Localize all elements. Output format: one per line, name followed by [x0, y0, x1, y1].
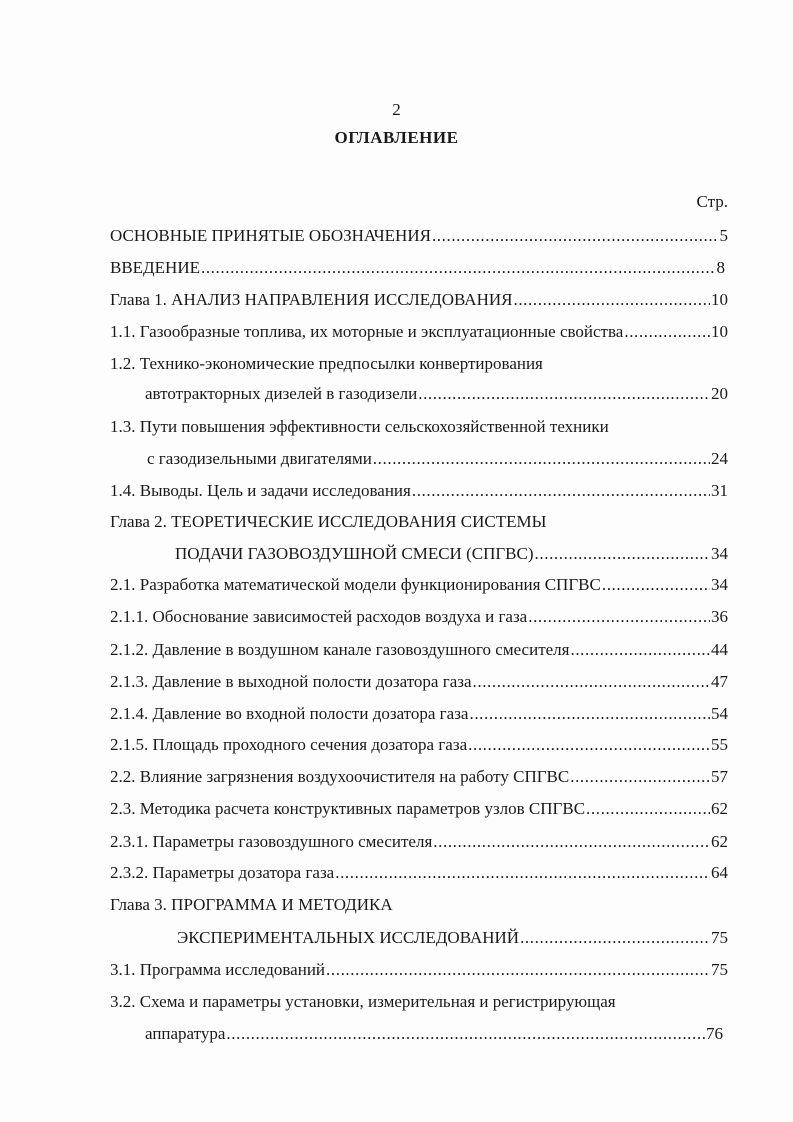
- toc-entry-title: 2.1. Разработка математической модели функционирования СПГВС: [110, 575, 601, 594]
- toc-entry-title: 1.4. Выводы. Цель и задачи исследования: [110, 481, 411, 500]
- toc-entry-title: ОСНОВНЫЕ ПРИНЯТЫЕ ОБОЗНАЧЕНИЯ: [110, 226, 431, 245]
- toc-leader-dots: [535, 544, 710, 564]
- toc-entry-page: 10: [711, 322, 728, 341]
- toc-entry: [110, 226, 728, 250]
- toc-entry: [110, 322, 728, 346]
- toc-leader-dots: [432, 226, 719, 246]
- toc-leader-dots: [433, 832, 710, 852]
- toc-leader-dots: [624, 322, 710, 342]
- toc-leader-dots: [469, 704, 710, 724]
- toc-entry-page: 64: [711, 863, 728, 882]
- toc-entry-page: 55: [711, 735, 728, 754]
- toc-entry-page: 5: [719, 226, 728, 245]
- toc-leader-dots: [602, 575, 710, 595]
- toc-entry: [145, 1024, 723, 1048]
- toc-entry-page: 57: [711, 767, 728, 786]
- toc-leader-dots: [326, 960, 710, 980]
- toc-entry: [147, 449, 728, 473]
- toc-entry-page: 44: [711, 640, 728, 659]
- toc-entry-title: Глава 1. АНАЛИЗ НАПРАВЛЕНИЯ ИССЛЕДОВАНИЯ: [110, 290, 513, 309]
- toc-entry-title: 3.2. Схема и параметры установки, измерительная и регистрирующая: [110, 992, 616, 1011]
- toc-leader-dots: [335, 863, 710, 883]
- toc-entry-title: ЭКСПЕРИМЕНТАЛЬНЫХ ИССЛЕДОВАНИЙ: [177, 928, 520, 947]
- page-number: 2: [392, 100, 401, 119]
- toc-entry-title: ВВЕДЕНИЕ: [110, 258, 200, 277]
- toc-entry-page: 8: [716, 258, 725, 277]
- toc-leader-dots: [468, 735, 710, 755]
- toc-entry: [110, 575, 728, 599]
- page-title: ОГЛАВЛЕНИЕ: [334, 128, 459, 147]
- toc-entry-title: 2.1.3. Давление в выходной полости дозатора газа: [110, 672, 472, 691]
- toc-entry: [110, 832, 728, 856]
- toc-entry: [110, 704, 728, 728]
- toc-leader-dots: [412, 481, 710, 501]
- toc-entry-page: 76: [706, 1024, 723, 1043]
- toc-entry-page: 47: [711, 672, 728, 691]
- toc-leader-dots: [473, 672, 711, 692]
- toc-entry-page: 24: [711, 449, 728, 468]
- toc-entry: [175, 544, 728, 568]
- toc-entry-title: Глава 3. ПРОГРАММА И МЕТОДИКА: [110, 895, 393, 914]
- toc-entry-title: 3.1. Программа исследований: [110, 960, 326, 979]
- toc-entry-title: аппаратура: [145, 1024, 226, 1043]
- toc-entry-title: Глава 2. ТЕОРЕТИЧЕСКИЕ ИССЛЕДОВАНИЯ СИСТЕМЫ: [110, 512, 547, 531]
- toc-entry-title: 2.1.5. Площадь проходного сечения дозатора газа: [110, 735, 468, 754]
- toc-entry-title: 1.3. Пути повышения эффективности сельскохозяйственной техники: [110, 417, 609, 436]
- toc-entry: [110, 799, 728, 823]
- toc-leader-dots: [418, 384, 710, 404]
- toc-entry-page: 34: [711, 575, 728, 594]
- toc-entry-title: 1.1. Газообразные топлива, их моторные и эксплуатационные свойства: [110, 322, 624, 341]
- toc-leader-dots: [373, 449, 710, 469]
- toc-entry-page: 62: [711, 799, 728, 818]
- toc-entry: [110, 640, 728, 664]
- toc-entry-page: 36: [711, 607, 728, 626]
- toc-entry-title: 2.1.2. Давление в воздушном канале газовоздушного смесителя: [110, 640, 570, 659]
- toc-entry: [110, 960, 728, 984]
- toc-entry-page: 20: [711, 384, 728, 403]
- toc-leader-dots: [570, 640, 710, 660]
- toc-entry: [110, 258, 725, 282]
- toc-entry-page: 62: [711, 832, 728, 851]
- toc-entry-title: 2.3.1. Параметры газовоздушного смесителя: [110, 832, 433, 851]
- toc-entry-title: 2.2. Влияние загрязнения воздухоочистителя на работу СПГВС: [110, 767, 570, 786]
- toc-leader-dots: [513, 290, 710, 310]
- toc-entry-page: 54: [711, 704, 728, 723]
- toc-entry: [110, 481, 728, 505]
- toc-entry-page: 75: [711, 960, 728, 979]
- toc-entry: [110, 863, 728, 887]
- toc-entry: [177, 928, 728, 952]
- toc-entry-title: автотракторных дизелей в газодизели: [145, 384, 418, 403]
- toc-leader-dots: [520, 928, 710, 948]
- toc-entry-title: ПОДАЧИ ГАЗОВОЗДУШНОЙ СМЕСИ (СПГВС): [175, 544, 534, 563]
- toc-leader-dots: [201, 258, 716, 278]
- toc-entry-title: 2.1.1. Обоснование зависимостей расходов воздуха и газа: [110, 607, 528, 626]
- toc-leader-dots: [586, 799, 710, 819]
- toc-leader-dots: [528, 607, 710, 627]
- toc-entry: [110, 672, 728, 696]
- toc-leader-dots: [226, 1024, 705, 1044]
- toc-entry-title: с газодизельными двигателями: [147, 449, 372, 468]
- page-column-label: Стр.: [696, 192, 728, 211]
- toc-entry: [145, 384, 728, 408]
- toc-entry-page: 75: [711, 928, 728, 947]
- toc-entry-title: 2.3.2. Параметры дозатора газа: [110, 863, 335, 882]
- toc-entry-title: 2.3. Методика расчета конструктивных параметров узлов СПГВС: [110, 799, 586, 818]
- toc-entry-page: 31: [711, 481, 728, 500]
- toc-entry: [110, 290, 728, 314]
- toc-leader-dots: [570, 767, 710, 787]
- toc-entry: [110, 607, 728, 631]
- toc-entry-page: 34: [711, 544, 728, 563]
- toc-entry-title: 2.1.4. Давление во входной полости дозатора газа: [110, 704, 469, 723]
- toc-entry-page: 10: [711, 290, 728, 309]
- toc-entry: [110, 767, 728, 791]
- toc-entry: [110, 735, 728, 759]
- toc-entry-title: 1.2. Технико-экономические предпосылки конвертирования: [110, 354, 543, 373]
